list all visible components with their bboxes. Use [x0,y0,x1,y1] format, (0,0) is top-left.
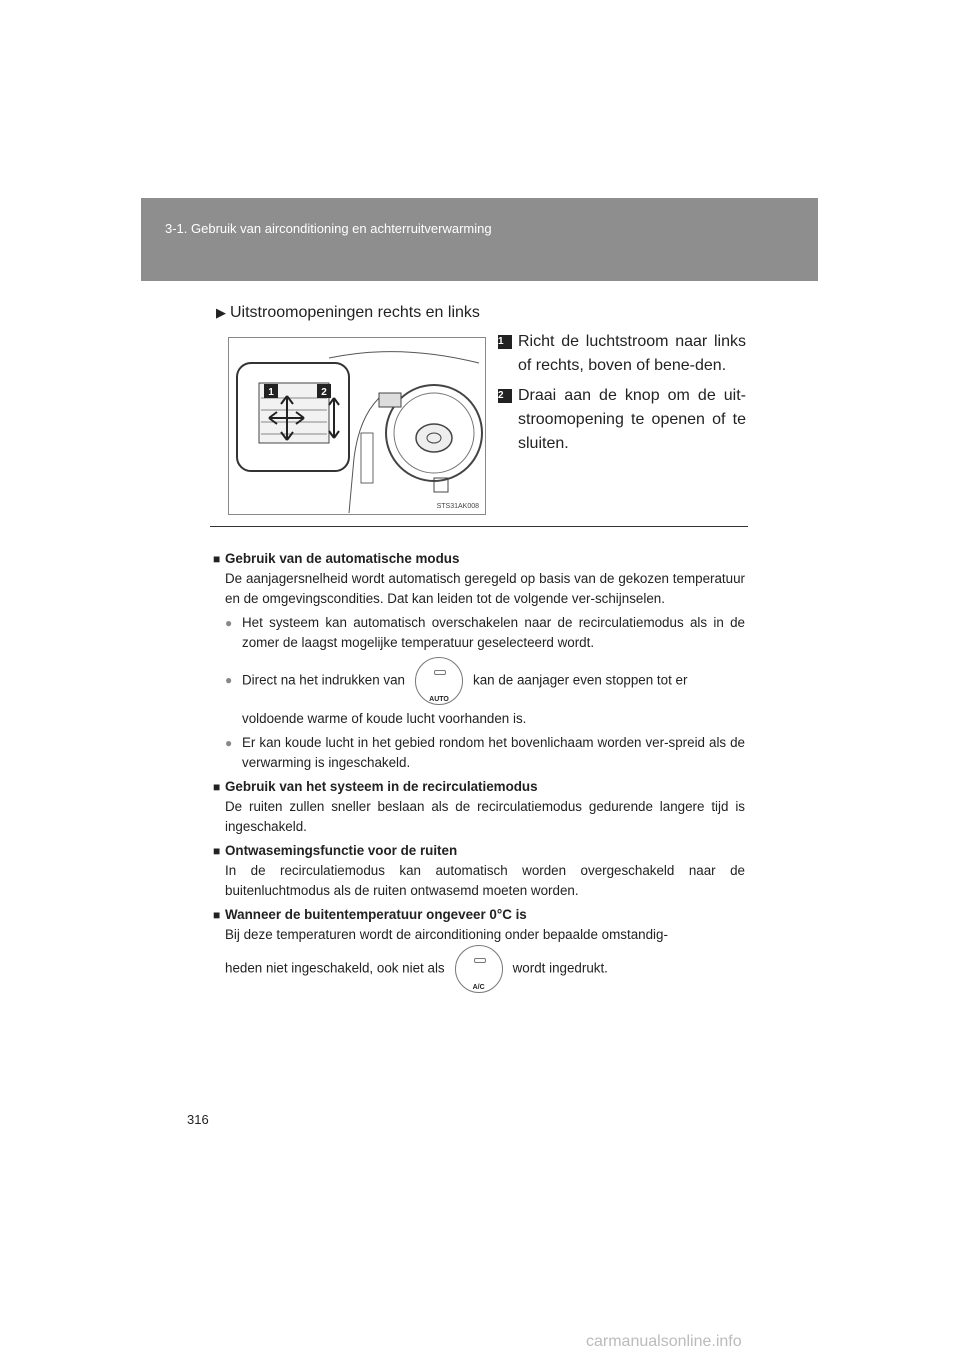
triangle-icon: ▶ [216,305,226,320]
divider [210,526,748,527]
figure-label-1: 1 [268,387,274,398]
chapter-title: 3-1. Gebruik van airconditioning en achterruitverwarming [165,221,492,236]
auto-button-icon: AUTO [415,657,463,705]
bullet-continuation: voldoende warme of koude lucht voorhanden is. [242,711,527,726]
circle-bullet-icon: ● [225,673,233,687]
subtitle-text: Uitstroomopeningen rechts en links [230,304,480,321]
figure-label-2: 2 [321,387,327,398]
section-heading-temp: ■ Wanneer de buitentemperatuur ongeveer 0°C is [213,905,745,925]
bullet-item: ● Er kan koude lucht in het gebied rondom het bovenlichaam worden ver-spreid als de verwarming is ingeschakeld. [225,735,745,770]
section-heading-defog: ■ Ontwasemingsfunctie voor de ruiten [213,841,745,861]
section-text-defog: In de recirculatiemodus kan automatisch worden overgeschakeld naar de buitenluchtmodus als de ruiten ontwasemd moeten worden. [225,863,745,898]
vent-illustration [228,337,486,515]
section-text-temp: Bij deze temperaturen wordt de airconditioning onder bepaalde omstandig- [225,927,668,942]
step-badge-2: 2 [498,389,512,403]
subtitle [216,304,480,322]
figure-code: STS31AK008 [436,503,479,510]
watermark: carmanualsonline.info [586,1333,742,1350]
chapter-header [141,198,818,281]
ac-button-icon: A/C [455,945,503,993]
square-bullet-icon: ■ [213,844,221,858]
step-badge-1: 1 [498,335,512,349]
page-number: 316 [187,1112,209,1127]
square-bullet-icon: ■ [213,552,221,566]
circle-bullet-icon: ● [225,736,233,750]
section-heading-auto: ■ Gebruik van de automatische modus [213,549,745,569]
step-text-1: Richt de luchtstroom naar links of rechts, boven of bene-den. [518,333,746,374]
step-1 [498,330,746,378]
circle-bullet-icon: ● [225,616,233,630]
body-text [213,545,745,997]
step-2 [498,384,746,456]
steps-list [498,330,746,462]
section-text-temp-2: heden niet ingeschakeld, ook niet als A/C wordt ingedrukt. [213,945,745,993]
step-text-2: Draai aan de knop om de uit-stroomopening te openen of te sluiten. [518,387,746,452]
square-bullet-icon: ■ [213,780,221,794]
section-text-recirc: De ruiten zullen sneller beslaan als de recirculatiemodus gedurende langere tijd is ingeschakeld. [225,799,745,834]
section-heading-recirc: ■ Gebruik van het systeem in de recirculatiemodus [213,777,745,797]
bullet-item: ● Het systeem kan automatisch overschakelen naar de recirculatiemodus als in de zomer de laagst mogelijke temperatuur geselecteerd wordt. [225,615,745,650]
dashboard-vent-drawing [229,338,485,514]
section-text-auto: De aanjagersnelheid wordt automatisch geregeld op basis van de gekozen temperatuur en de omgevingscondities. Dat kan leiden tot de volgende ver-schijnselen. [225,571,745,606]
bullet-item: ● Direct na het indrukken van AUTO kan de aanjager even stoppen tot er [213,657,745,705]
square-bullet-icon: ■ [213,908,221,922]
